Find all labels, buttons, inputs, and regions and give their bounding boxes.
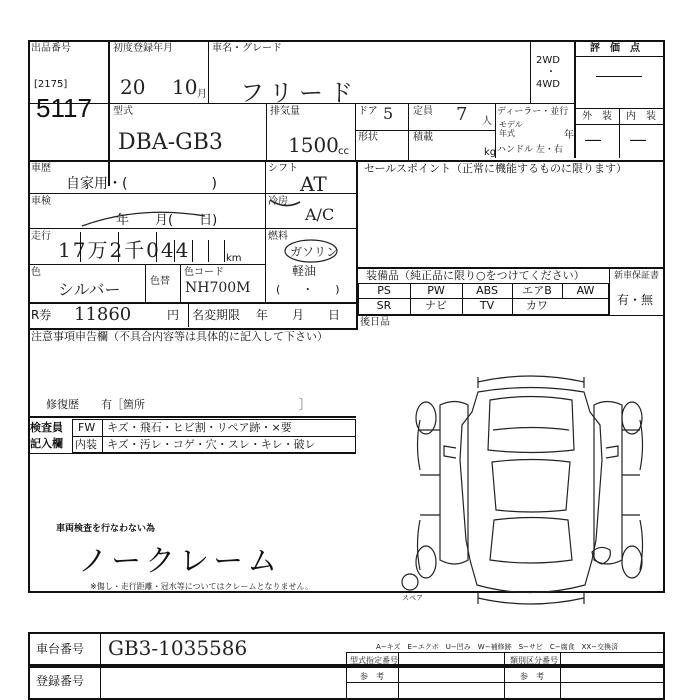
ac-label: 冷房 — [268, 196, 288, 207]
chassis-value: GB3-1035586 — [108, 636, 248, 660]
divider — [398, 652, 399, 700]
car-name: フリード — [240, 79, 360, 107]
type-cert-ref: 参 考 — [360, 672, 384, 681]
interior-value: ― — [630, 130, 646, 149]
divider — [266, 103, 267, 161]
divider — [346, 652, 347, 700]
divider — [346, 652, 665, 653]
repair-label: 修復歴 有［箇所 ］ — [46, 398, 310, 411]
divider — [188, 302, 189, 327]
equipment-item: エアB — [522, 284, 552, 297]
first-reg-label: 初度登録年月 — [113, 43, 173, 54]
divider — [28, 103, 574, 104]
model-label: 型式 — [113, 106, 133, 117]
doors-value: 5 — [383, 104, 394, 123]
r-ticket-label: R券 — [31, 308, 52, 322]
damage-legend: A−キズ E−エクボ U−凹み W−補修跡 S−サビ C−腐食 XX−交換済 — [376, 643, 619, 651]
divider — [609, 267, 610, 315]
selling-points-label: セールスポイント（正常に機能するものに限ります） — [364, 162, 628, 175]
equipment-item: ナビ — [425, 299, 447, 312]
divider — [145, 264, 146, 302]
drive-2wd: 2WD — [536, 55, 560, 66]
divider — [102, 419, 103, 453]
divider — [118, 232, 119, 262]
chassis-label: 車台番号 — [36, 642, 85, 656]
shape-label: 形状 — [358, 132, 378, 143]
divider — [28, 193, 356, 194]
inspector-label-top: 検査員 — [30, 421, 63, 434]
equipment-item: PS — [377, 284, 391, 297]
displacement-value: 1500 — [288, 133, 339, 157]
first-reg-month: 10 — [172, 75, 198, 99]
history-value: 自家用・( ) — [66, 176, 217, 192]
equipment-item: SR — [376, 299, 392, 312]
equipment-item: AW — [576, 284, 595, 297]
claim-stamp: ノークレーム — [78, 544, 282, 579]
first-reg-year: 20 — [120, 75, 146, 99]
exterior-value: ― — [585, 130, 601, 149]
divider — [208, 240, 209, 262]
shift-label: シフト — [268, 163, 298, 174]
divider — [408, 103, 409, 161]
color-code-value: NH700M — [185, 280, 251, 296]
inspector-interior-text: キズ・汚レ・コゲ・穴・スレ・キレ・破レ — [107, 438, 316, 451]
equipment-item: カワ — [526, 299, 548, 312]
fw-label: FW — [78, 421, 96, 434]
fuel-other: ( ・ ) — [276, 283, 340, 296]
divider — [265, 160, 266, 302]
mileage-label: 走行 — [31, 231, 51, 242]
divider — [156, 232, 157, 262]
r-ticket-value: 11860 — [74, 304, 132, 325]
drive-4wd: 4WD — [536, 79, 560, 90]
rear-seat-label: 後日品 — [360, 317, 390, 328]
year-suffix: 年 — [564, 130, 574, 141]
divider — [80, 232, 81, 262]
divider — [574, 124, 665, 125]
fuel-gas: ガソリン — [290, 245, 339, 259]
lot-code: [2175] — [34, 79, 68, 90]
divider — [504, 652, 505, 700]
doors-label: ドア — [358, 106, 378, 117]
notes-label: 注意事項申告欄（不具合内容等は具体的に記入して下さい） — [31, 330, 328, 343]
capacity-value: 7 — [456, 104, 468, 125]
divider — [355, 130, 495, 131]
color-no-label: 色替 — [150, 276, 170, 287]
displacement-unit: cc — [338, 146, 349, 157]
equipment-item: PW — [427, 284, 445, 297]
divider — [180, 264, 181, 302]
divider — [174, 240, 175, 262]
inspector-interior-label: 内装 — [75, 438, 97, 451]
equipment-item: TV — [479, 299, 495, 312]
color-value: シルバー — [58, 280, 121, 299]
color-code-label: 色コード — [184, 267, 224, 278]
inspection-value: 年 月( 日) — [116, 213, 218, 228]
load-unit: kg — [484, 147, 497, 158]
category-label: 類別区分番号 — [510, 656, 558, 665]
divider — [28, 416, 356, 418]
handle-label: ハンドル 左・右 — [497, 145, 563, 155]
interior-label: 内 装 — [626, 111, 656, 122]
lot-label: 出品番号 — [31, 43, 71, 54]
mileage-value: 17万2千044 — [58, 238, 191, 262]
model-value: DBA-GB3 — [118, 130, 223, 155]
spare-label: スペア — [402, 594, 423, 602]
divider — [530, 40, 531, 103]
inspection-label: 車検 — [31, 196, 51, 207]
divider — [346, 682, 665, 683]
grade-label: 評 価 点 — [590, 43, 640, 54]
divider — [560, 652, 561, 700]
car-damage-diagram — [0, 0, 1, 1]
capacity-label: 定員 — [413, 106, 433, 117]
new-cert-value: 有・無 — [617, 293, 654, 307]
claim-caption: 車両検査を行なわない為 — [56, 524, 156, 534]
inspector-label-bottom: 記入欄 — [30, 437, 63, 450]
divider — [224, 240, 225, 262]
divider — [355, 103, 356, 161]
model-year-label: モデル 年式 — [499, 120, 523, 138]
displacement-label: 排気量 — [270, 106, 300, 117]
type-cert-label: 型式指定番号 — [350, 656, 398, 665]
color-label: 色 — [31, 267, 41, 278]
shift-value: AT — [300, 172, 327, 196]
divider — [28, 228, 356, 229]
load-label: 積載 — [413, 132, 433, 143]
divider — [574, 56, 665, 57]
claim-footnote: ※傷し・走行距離・冠水等についてはクレームとなりません。 — [90, 582, 314, 591]
divider — [356, 315, 665, 316]
fuel-label: 燃料 — [268, 231, 288, 242]
ac-value: A/C — [305, 205, 335, 224]
divider — [574, 40, 576, 158]
divider — [28, 453, 356, 454]
exterior-label: 外 装 — [582, 111, 612, 122]
first-reg-month-unit: 月 — [197, 89, 207, 100]
fw-text: キズ・飛石・ヒビ割・リペア跡・×要 — [107, 421, 292, 434]
fuel-diesel: 軽油 — [292, 264, 317, 278]
divider — [72, 436, 356, 437]
divider — [192, 240, 193, 262]
divider — [108, 40, 110, 186]
history-label: 車歴 — [31, 163, 51, 174]
divider — [208, 40, 209, 103]
dealer-label: ディーラー・並行 — [497, 107, 569, 117]
equipment-item: ABS — [476, 284, 498, 297]
reg-label: 登録番号 — [36, 674, 85, 688]
name-change-label: 名変期限 — [192, 308, 241, 322]
name-change-value: 年 月 日 — [256, 308, 341, 322]
equipment-label: 装備品（純正品に限り○をつけてください） — [366, 269, 585, 282]
divider — [495, 103, 496, 158]
category-ref: 参 考 — [520, 672, 544, 681]
r-ticket-unit: 円 — [167, 308, 180, 322]
car-name-label: 車名・グレード — [212, 43, 282, 54]
grade-value-line — [596, 76, 642, 77]
lot-number: 5117 — [36, 93, 92, 123]
drive-dot: ・ — [546, 67, 556, 78]
capacity-unit: 人 — [482, 116, 492, 127]
mileage-unit: km — [226, 253, 242, 264]
divider — [619, 108, 620, 158]
new-cert-label: 新車保証書 — [614, 271, 660, 281]
divider — [28, 264, 265, 265]
